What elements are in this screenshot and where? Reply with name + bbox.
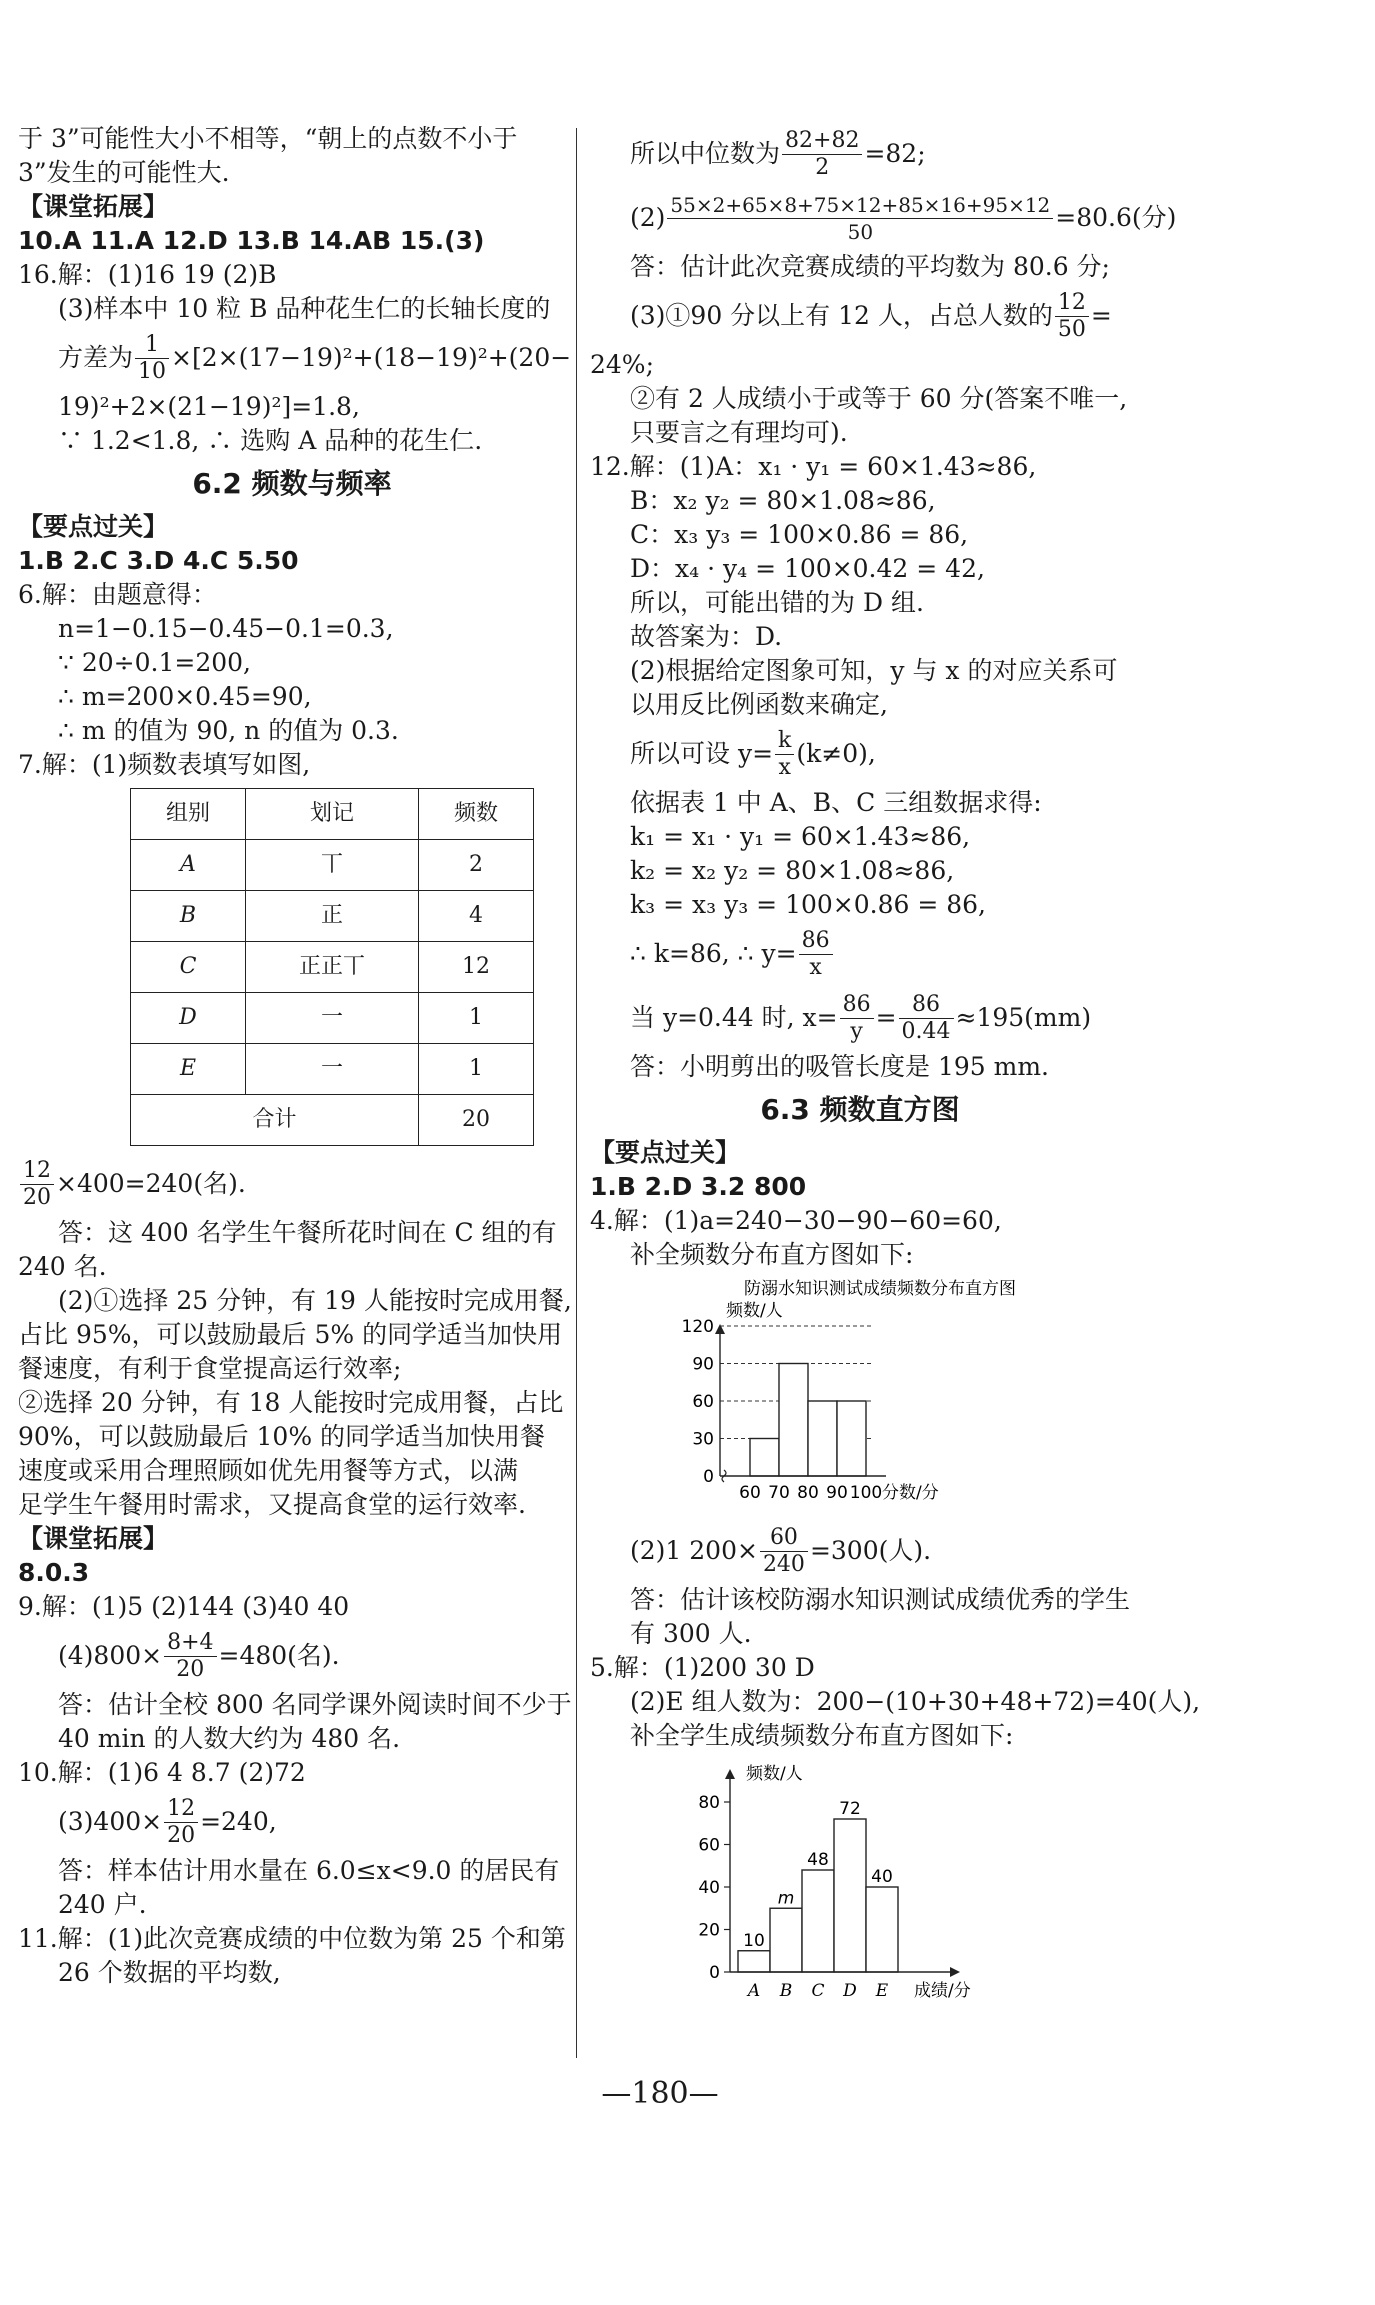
fraction — [775, 728, 794, 781]
x-axis-label: 成绩/分 — [914, 1981, 971, 2001]
formula-line — [590, 1519, 1130, 1583]
y-tick-label: 60 — [692, 1392, 714, 1412]
text: (3)①90 分以上有 12 人，占总人数的 — [630, 301, 1053, 330]
text-line: 答：这 400 名学生午餐所花时间在 C 组的有 — [58, 1218, 557, 1247]
y-axis-label: 频数/人 — [746, 1764, 803, 1784]
bar-data-label: 10 — [743, 1930, 765, 1951]
text-line: 速度或采用合理照顾如优先用餐等方式，以满 — [18, 1456, 519, 1485]
denominator: 50 — [847, 219, 874, 244]
fraction — [667, 192, 1053, 245]
fraction — [20, 1158, 54, 1211]
table-cell: 一 — [246, 1044, 419, 1095]
text: =80.6(分) — [1055, 203, 1177, 232]
text: =240, — [200, 1807, 277, 1836]
question-5: 5.解：(1)200 30 D — [590, 1653, 815, 1682]
histogram-bar — [738, 1951, 770, 1972]
denominator: 20 — [167, 1822, 196, 1848]
x-axis-arrow — [950, 1967, 960, 1977]
text-line: 补全学生成绩频数分布直方图如下: — [630, 1721, 1014, 1750]
text: 所以可设 y= — [630, 739, 774, 768]
y-tick-label: 80 — [698, 1793, 720, 1813]
text: =300(人). — [809, 1536, 932, 1565]
text: 方差为 — [58, 343, 134, 372]
answer-line: 1.B 2.D 3.2 800 — [590, 1172, 807, 1201]
section-heading: 【要点过关】 — [18, 512, 169, 541]
y-tick-label: 120 — [681, 1317, 714, 1337]
text: 所以中位数为 — [630, 139, 781, 168]
denominator: 0.44 — [901, 1018, 951, 1044]
text: = — [1090, 301, 1112, 330]
text: (4)800× — [58, 1641, 163, 1670]
fraction — [164, 1796, 198, 1849]
text-line: 3”发生的可能性大. — [18, 158, 230, 187]
numerator: 12 — [164, 1796, 198, 1823]
numerator: k — [775, 728, 794, 755]
question-6: 6.解：由题意得： — [18, 580, 217, 609]
table-cell: 合计 — [131, 1095, 419, 1146]
numerator: 55×2+65×8+75×12+85×16+95×12 — [667, 192, 1053, 219]
x-tick-label: 80 — [797, 1483, 819, 1503]
x-tick-label: D — [843, 1981, 857, 2001]
histogram-bar — [808, 1401, 837, 1476]
table-row — [131, 993, 534, 1044]
answer-line: 10.A 11.A 12.D 13.B 14.AB 15.(3) — [18, 226, 485, 255]
text: ×[2×(17−19)²+(18−19)²+(20− — [171, 343, 572, 372]
y-tick-label: 0 — [703, 1467, 714, 1487]
left-column — [18, 122, 572, 1990]
table-cell: 2 — [419, 840, 534, 891]
text-line: (2)①选择 25 分钟，有 19 人能按时完成用餐, — [58, 1286, 572, 1315]
denominator: x — [809, 954, 822, 980]
text-line: 90%，可以鼓励最后 10% 的同学适当加快用餐 — [18, 1422, 546, 1451]
formula-line — [590, 122, 1130, 186]
text-line: (2)根据给定图象可知，y 与 x 的对应关系可 — [630, 656, 1118, 685]
text-line: 19)²+2×(21−19)²]=1.8, — [58, 392, 360, 421]
numerator: 82+82 — [782, 128, 862, 155]
table-row — [131, 1044, 534, 1095]
text-line: 于 3”可能性大小不相等，“朝上的点数不小于 — [18, 124, 518, 153]
text: ×400=240(名). — [56, 1169, 246, 1198]
bar-data-label: 48 — [807, 1850, 829, 1870]
text-line: 足学生午餐用时需求，又提高食堂的运行效率. — [18, 1490, 526, 1519]
denominator: 20 — [176, 1656, 205, 1682]
formula-line — [590, 186, 1177, 250]
table-cell: 1 — [419, 1044, 534, 1095]
formula-line — [18, 326, 572, 390]
chart-title: 防溺水知识测试成绩频数分布直方图 — [744, 1279, 1016, 1299]
table-header: 划记 — [246, 789, 419, 840]
text-line: 有 300 人. — [630, 1619, 752, 1648]
text-line: 餐速度，有利于食堂提高运行效率; — [18, 1354, 402, 1383]
text-line: k₁ = x₁ · y₁ = 60×1.43≈86, — [630, 822, 971, 851]
numerator: 60 — [760, 1525, 808, 1552]
fraction — [799, 928, 833, 981]
numerator: 12 — [1055, 290, 1089, 317]
table-cell: 4 — [419, 891, 534, 942]
page-number: —180— — [601, 2076, 719, 2111]
x-tick-label: A — [747, 1981, 761, 2001]
y-tick-label: 20 — [698, 1920, 720, 1941]
histogram-chart-2 — [590, 1757, 1130, 2016]
text-line: B：x₂ y₂ = 80×1.08≈86, — [630, 486, 936, 515]
formula-line — [18, 1624, 566, 1688]
bar-data-label: m — [777, 1888, 795, 1909]
text: =82; — [864, 139, 926, 168]
x-tick-label: B — [779, 1981, 793, 2001]
x-tick-label: 100 — [849, 1483, 883, 1503]
text-line: 240 户. — [58, 1890, 147, 1919]
question-11: 11.解：(1)此次竞赛成绩的中位数为第 25 个和第 — [18, 1924, 566, 1953]
table-cell: B — [131, 891, 246, 942]
denominator: 10 — [138, 358, 167, 384]
text-line: 占比 95%，可以鼓励最后 5% 的同学适当加快用 — [18, 1320, 563, 1349]
formula-line — [18, 1790, 566, 1854]
text-line: C：x₃ y₃ = 100×0.86 = 86, — [630, 520, 969, 549]
text: (k≠0), — [796, 739, 876, 768]
table-cell: A — [131, 840, 246, 891]
table-row — [131, 942, 534, 993]
numerator: 1 — [135, 332, 169, 359]
text-line: 补全频数分布直方图如下: — [630, 1240, 914, 1269]
fraction — [840, 992, 874, 1045]
text-line: D：x₄ · y₄ = 100×0.42 = 42, — [630, 554, 985, 583]
text-line: 所以，可能出错的为 D 组. — [630, 588, 924, 617]
text-line: ②有 2 人成绩小于或等于 60 分(答案不唯一, — [630, 384, 1128, 413]
question-9: 9.解：(1)5 (2)144 (3)40 40 — [18, 1592, 350, 1621]
denominator: 2 — [815, 154, 830, 180]
text-line: 26 个数据的平均数, — [58, 1958, 281, 1987]
answer-line: 1.B 2.C 3.D 4.C 5.50 — [18, 546, 299, 575]
text-line: 答：样本估计用水量在 6.0≤x<9.0 的居民有 — [58, 1856, 560, 1885]
table-cell: 1 — [419, 993, 534, 1044]
question-4: 4.解：(1)a=240−30−90−60=60, — [590, 1206, 1002, 1235]
text-line: ∴ m=200×0.45=90, — [58, 682, 312, 711]
table-cell: 正 — [246, 891, 419, 942]
text-line: 故答案为：D. — [630, 622, 783, 651]
x-tick-label: E — [875, 1981, 889, 2001]
fraction — [899, 992, 954, 1045]
x-tick-label: 90 — [826, 1483, 848, 1503]
histogram-bar — [837, 1401, 866, 1476]
text-line: 答：估计全校 800 名同学课外阅读时间不少于 — [58, 1690, 572, 1719]
text-line: n=1−0.15−0.45−0.1=0.3, — [58, 614, 394, 643]
table-cell: E — [131, 1044, 246, 1095]
section-heading: 【课堂拓展】 — [18, 192, 169, 221]
bar-data-label: 40 — [871, 1867, 893, 1887]
text-line: 答：估计该校防溺水知识测试成绩优秀的学生 — [630, 1585, 1131, 1614]
formula-line — [590, 986, 1130, 1050]
table-header-row — [131, 789, 534, 840]
question-10: 10.解：(1)6 4 8.7 (2)72 — [18, 1758, 306, 1787]
histogram-bar — [779, 1364, 808, 1477]
table-cell: 正正丅 — [246, 942, 419, 993]
text-line: (2)E 组人数为：200−(10+30+48+72)=40(人), — [630, 1687, 1201, 1716]
y-axis-label: 频数/人 — [726, 1301, 783, 1321]
histogram-bar — [802, 1870, 834, 1972]
y-tick-label: 60 — [698, 1835, 720, 1856]
table-cell: 一 — [246, 993, 419, 1044]
x-tick-label: C — [811, 1981, 825, 2001]
table-cell: C — [131, 942, 246, 993]
histogram-bar — [750, 1439, 779, 1477]
fraction — [135, 332, 169, 385]
text: ∴ k=86, ∴ y= — [630, 939, 797, 968]
x-tick-label: 60 — [739, 1483, 761, 1503]
numerator: 86 — [799, 928, 833, 955]
text-line: 240 名. — [18, 1252, 107, 1281]
table-cell: 12 — [419, 942, 534, 993]
question-7: 7.解：(1)频数表填写如图, — [18, 750, 311, 779]
y-tick-label: 30 — [692, 1429, 714, 1450]
denominator: x — [778, 754, 791, 780]
histogram-1-svg — [590, 1276, 1130, 1506]
text-line: ∴ m 的值为 90, n 的值为 0.3. — [58, 716, 399, 745]
x-axis-label: 分数/分 — [882, 1483, 939, 1503]
text-line: 以用反比例函数来确定, — [630, 690, 888, 719]
text-line: 答：小明剪出的吸管长度是 195 mm. — [630, 1052, 1049, 1081]
histogram-bar — [866, 1887, 898, 1972]
formula-line — [590, 922, 1130, 986]
numerator: 86 — [840, 992, 874, 1019]
table-header: 频数 — [419, 789, 534, 840]
column-divider — [576, 128, 577, 2058]
text-line: 只要言之有理均可). — [630, 418, 848, 447]
text: =480(名). — [218, 1641, 340, 1670]
text: 当 y=0.44 时, x= — [630, 1003, 838, 1032]
text-line: 24%; — [590, 350, 654, 379]
text-line: k₃ = x₃ y₃ = 100×0.86 = 86, — [630, 890, 986, 919]
y-tick-label: 90 — [692, 1354, 714, 1375]
text-line: k₂ = x₂ y₂ = 80×1.08≈86, — [630, 856, 955, 885]
table-cell: 20 — [419, 1095, 534, 1146]
fraction — [782, 128, 862, 181]
text-line: (3)样本中 10 粒 B 品种花生仁的长轴长度的 — [58, 294, 551, 323]
formula-line — [590, 722, 1130, 786]
section-heading: 【要点过关】 — [590, 1138, 741, 1167]
fraction — [760, 1525, 808, 1578]
text-line: ②选择 20 分钟，有 18 人能按时完成用餐，占比 — [18, 1388, 564, 1417]
text-line: ∵ 1.2<1.8, ∴ 选购 A 品种的花生仁. — [58, 426, 483, 455]
fraction — [164, 1630, 216, 1683]
text-line: 答：估计此次竞赛成绩的平均数为 80.6 分; — [630, 252, 1110, 281]
text-line: 40 min 的人数大约为 480 名. — [58, 1724, 401, 1753]
x-tick-label: 70 — [768, 1483, 790, 1503]
formula-line — [18, 1152, 566, 1216]
right-column — [590, 122, 1201, 2020]
text: ≈195(mm) — [955, 1003, 1092, 1032]
numerator: 8+4 — [164, 1630, 216, 1657]
text: (2)1 200× — [630, 1536, 758, 1565]
denominator: y — [850, 1018, 863, 1044]
frequency-table — [130, 788, 534, 1146]
text: (2) — [630, 203, 666, 232]
denominator: 20 — [23, 1184, 51, 1210]
answer-line: 8.0.3 — [18, 1558, 90, 1587]
question-16: 16.解：(1)16 19 (2)B — [18, 260, 277, 289]
table-row — [131, 891, 534, 942]
table-row — [131, 840, 534, 891]
numerator: 12 — [20, 1158, 54, 1185]
histogram-bar — [834, 1819, 866, 1972]
text: = — [875, 1003, 897, 1032]
y-axis-arrow — [725, 1769, 735, 1779]
fraction — [1055, 290, 1089, 343]
table-total-row — [131, 1095, 534, 1146]
text: (3)400× — [58, 1807, 163, 1836]
y-tick-label: 40 — [698, 1878, 720, 1898]
y-tick-label: 0 — [709, 1963, 720, 1983]
section-title-6-3: 6.3 频数直方图 — [760, 1093, 960, 1126]
bar-data-label: 72 — [839, 1799, 861, 1819]
question-12: 12.解：(1)A：x₁ · y₁ = 60×1.43≈86, — [590, 452, 1037, 481]
section-heading: 【课堂拓展】 — [18, 1524, 169, 1553]
table-cell: D — [131, 993, 246, 1044]
histogram-2-svg — [590, 1757, 1130, 2007]
section-title-6-2: 6.2 频数与频率 — [192, 467, 392, 500]
histogram-bar — [770, 1908, 802, 1972]
denominator: 240 — [762, 1551, 805, 1577]
numerator: 86 — [899, 992, 954, 1019]
table-cell: 丅 — [246, 840, 419, 891]
denominator: 50 — [1057, 316, 1086, 342]
formula-line — [590, 284, 1130, 348]
text-line: ∵ 20÷0.1=200, — [58, 648, 251, 677]
histogram-chart-1 — [590, 1276, 1130, 1515]
table-header: 组别 — [131, 789, 246, 840]
text-line: 依据表 1 中 A、B、C 三组数据求得: — [630, 788, 1042, 817]
